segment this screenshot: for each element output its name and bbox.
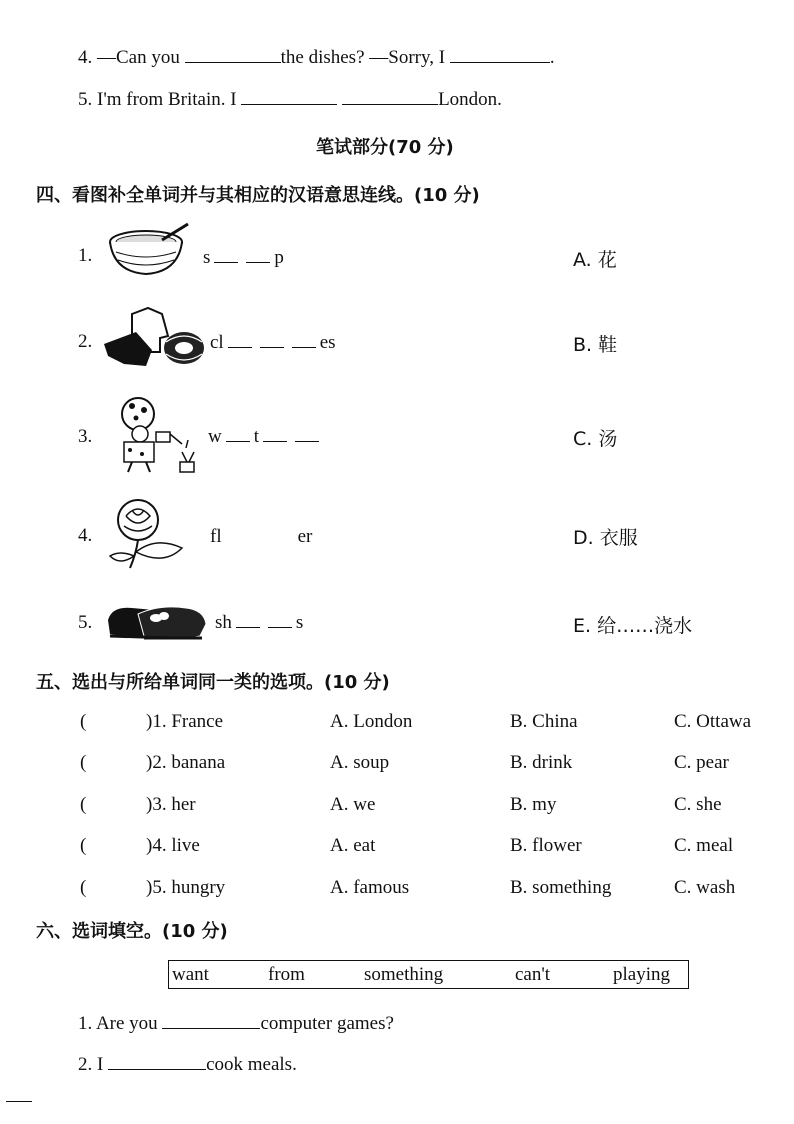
word-clothes: cl es <box>210 332 336 353</box>
option-e[interactable]: E. 给……浇水 <box>573 615 693 637</box>
question-text: the dishes? —Sorry, I <box>280 47 446 68</box>
option-c[interactable]: C. 汤 <box>573 428 618 450</box>
fill-question-2: 2. I cook meals. <box>78 1054 297 1075</box>
word-soup: s p <box>203 247 284 268</box>
answer-paren[interactable]: ( <box>80 752 87 773</box>
question-word: )5. hungry <box>146 877 226 898</box>
letter-blank[interactable] <box>295 427 319 442</box>
section-4-item-number: 2. <box>78 331 93 352</box>
choice-a[interactable]: A. London <box>330 711 413 732</box>
choice-b[interactable]: B. something <box>510 877 612 898</box>
written-part-title: 笔试部分(70 分) <box>316 137 454 158</box>
choice-a[interactable]: A. soup <box>330 752 390 773</box>
shoes-icon <box>104 596 210 644</box>
watering-icon <box>102 392 202 474</box>
section-4-item-number: 5. <box>78 612 93 633</box>
question-5 <box>78 88 502 111</box>
letter-blank[interactable] <box>236 613 260 628</box>
page-mark <box>6 1101 32 1102</box>
answer-blank[interactable] <box>450 46 550 63</box>
question-text: —Can you <box>97 47 180 68</box>
question-text: I'm from Britain. I <box>97 89 237 110</box>
question-text: . <box>549 47 555 68</box>
choice-c[interactable]: C. Ottawa <box>674 711 752 732</box>
fill-question-1: 1. Are you computer games? <box>78 1013 394 1034</box>
question-word: )4. live <box>146 835 200 856</box>
choice-c[interactable]: C. she <box>674 794 722 815</box>
answer-blank[interactable] <box>162 1012 260 1029</box>
letter-blank[interactable] <box>268 613 292 628</box>
question-number: 5. <box>78 89 93 110</box>
word-bank-item: can't <box>515 964 551 985</box>
choice-b[interactable]: B. China <box>510 711 578 732</box>
answer-blank[interactable] <box>241 88 337 105</box>
answer-paren[interactable]: ( <box>80 877 87 898</box>
choice-a[interactable]: A. we <box>330 794 376 815</box>
letter-blank[interactable] <box>292 333 316 348</box>
letter-blank[interactable] <box>246 248 270 263</box>
word-bank-item: from <box>268 964 305 985</box>
letter-blank[interactable] <box>214 248 238 263</box>
option-b[interactable]: B. 鞋 <box>573 334 618 356</box>
choice-c[interactable]: C. wash <box>674 877 736 898</box>
option-d[interactable]: D. 衣服 <box>573 527 638 549</box>
answer-blank[interactable] <box>185 46 281 63</box>
question-number: 4. <box>78 47 93 68</box>
choice-b[interactable]: B. flower <box>510 835 582 856</box>
section-4-item-number: 1. <box>78 245 93 266</box>
clothes-icon <box>102 306 208 370</box>
answer-blank[interactable] <box>342 88 438 105</box>
question-word: )2. banana <box>146 752 226 773</box>
letter-blank[interactable] <box>226 427 250 442</box>
option-a[interactable]: A. 花 <box>573 249 617 271</box>
section-4-title: 四、看图补全单词并与其相应的汉语意思连线。(10 分) <box>36 185 480 206</box>
answer-paren[interactable]: ( <box>80 835 87 856</box>
question-word: )1. France <box>146 711 224 732</box>
section-5-title: 五、选出与所给单词同一类的选项。(10 分) <box>36 672 390 693</box>
choice-b[interactable]: B. my <box>510 794 557 815</box>
section-6-title: 六、选词填空。(10 分) <box>36 921 228 942</box>
word-bank <box>168 960 689 989</box>
section-4-item-number: 4. <box>78 525 93 546</box>
choice-c[interactable]: C. pear <box>674 752 729 773</box>
choice-a[interactable]: A. eat <box>330 835 376 856</box>
question-text: London. <box>438 89 502 110</box>
answer-paren[interactable]: ( <box>80 711 87 732</box>
choice-a[interactable]: A. famous <box>330 877 410 898</box>
word-bank-item: playing <box>613 964 670 985</box>
letter-blank[interactable] <box>260 333 284 348</box>
word-flower: fl er <box>210 526 313 547</box>
word-water: w t <box>208 426 323 448</box>
section-4-item-number: 3. <box>78 426 93 447</box>
soup-bowl-icon <box>104 220 194 280</box>
word-bank-item: something <box>364 964 444 985</box>
choice-b[interactable]: B. drink <box>510 752 573 773</box>
question-4 <box>78 46 555 69</box>
word-shoes: sh s <box>215 612 304 633</box>
word-bank-item: want <box>172 964 209 985</box>
letter-blank[interactable] <box>263 427 287 442</box>
answer-blank[interactable] <box>108 1053 206 1070</box>
letter-blank[interactable] <box>228 333 252 348</box>
choice-c[interactable]: C. meal <box>674 835 734 856</box>
answer-paren[interactable]: ( <box>80 794 87 815</box>
question-word: )3. her <box>146 794 196 815</box>
flower-icon <box>108 496 188 570</box>
